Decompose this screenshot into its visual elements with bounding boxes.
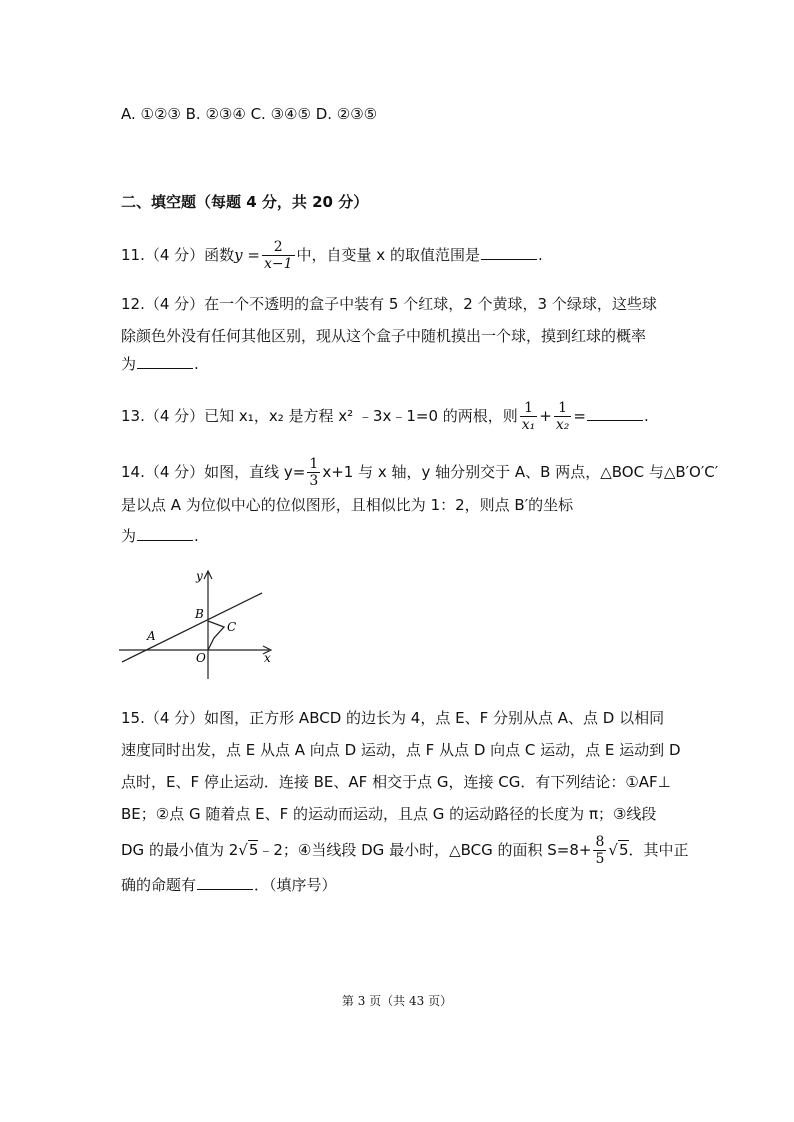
page-footer: 第 3 页（共 43 页） [341,994,453,1008]
q15-sqrt-2: 5 [618,841,629,859]
question-12-line3 [121,353,199,375]
q15-line5-b: ﹣2；④当线段 DG 最小时，△BCG 的面积 S=8+ [258,841,592,859]
q14-fraction [307,456,320,489]
q14-frac-num: 1 [309,456,319,472]
q15-line6-prefix: 确的命题有 [121,876,197,894]
question-15-line6 [121,874,337,896]
q15-frac-den: 5 [595,851,605,867]
q14-frac-den: 3 [309,473,319,489]
q13-end: . [643,407,649,425]
q13-fraction-1 [520,400,538,433]
q12-line3-prefix: 为 [121,355,137,373]
q13-plus: + [539,407,552,425]
q13-frac1-den: x₁ [521,417,536,433]
q13-frac2-den: x₂ [555,417,570,433]
q11-frac-num: 2 [273,239,283,255]
question-15-line2: 速度同时出发，点 E 从点 A 向点 D 运动，点 F 从点 D 向点 C 运动，点 E 运动到 D [121,741,681,759]
label-C: C [227,620,237,634]
question-14-line2: 是以点 A 为位似中心的位似图形，且相似比为 1：2，则点 B′的坐标 [121,496,574,514]
q14-prefix: 14.（4 分）如图，直线 y= [121,463,306,481]
q15-line6-suffix: ．（填序号） [254,876,337,894]
question-13 [121,396,649,436]
q11-end: . [537,246,543,264]
question-11 [121,236,543,274]
q13-eq: = [573,407,586,425]
q15-fraction [593,834,606,867]
q13-frac1-num: 1 [524,400,533,416]
q13-frac2-num: 1 [558,400,568,416]
q12-end: . [194,355,199,373]
q14-end: . [194,527,199,545]
q10-options: A. ①②③ B. ②③④ C. ③④⑤ D. ②③⑤ [121,105,378,123]
section-title: 二、填空题（每题 4 分，共 20 分） [121,193,369,211]
q15-sqrt-1: 5 [248,841,259,859]
label-x: x [264,651,271,665]
q11-answer-blank[interactable] [481,245,537,260]
line-AB [122,593,262,662]
label-B: B [195,607,204,621]
q11-func-lhs: y = [234,246,260,264]
q13-fraction-2 [554,400,572,433]
question-12-line1: 12.（4 分）在一个不透明的盒子中装有 5 个红球，2 个黄球，3 个绿球，这些球 [121,295,657,313]
q15-answer-blank[interactable] [197,875,253,890]
question-15-line3: 点时，E、F 停止运动．连接 BE、AF 相交于点 G，连接 CG．有下列结论：①AF⊥ [121,773,671,791]
question-15-line1: 15.（4 分）如图，正方形 ABCD 的边长为 4，点 E、F 分别从点 A、点 D 以相同 [121,709,665,727]
q11-fraction [262,239,295,272]
question-14-line1 [121,453,718,491]
label-A: A [147,629,156,643]
q14-mid: x+1 与 x 轴，y 轴分别交于 A、B 两点，△BOC 与△B′O′C′ [322,463,719,481]
q15-frac-num: 8 [595,834,605,850]
q11-suffix: 中，自变量 x 的取值范围是 [296,246,480,264]
question-15-line5: DG 的最小值为 2√5﹣2；④当线段 DG 最小时，△BCG 的面积 S=8+ $\frac{8}{5}$ √5．其中正 [121,834,689,867]
q11-frac-den: x−1 [263,256,293,272]
q13-answer-blank[interactable] [587,406,643,421]
label-y: y [196,569,203,583]
q15-line5-c: ．其中正 [628,841,689,859]
q13-prefix: 13.（4 分）已知 x₁，x₂ 是方程 x² ﹣3x﹣1=0 的两根，则 [121,407,518,425]
q11-prefix: 11.（4 分）函数 [121,246,235,264]
coordinate-figure [116,566,286,684]
q15-line5-a: DG 的最小值为 2 [121,841,239,859]
triangle-BOC [208,621,224,650]
q12-answer-blank[interactable] [137,354,193,369]
label-O: O [196,651,206,665]
question-15-line4: BE；②点 G 随着点 E、F 的运动而运动，且点 G 的运动路径的长度为 π；③线段 [121,805,657,823]
question-12-line2: 除颜色外没有任何其他区别，现从这个盒子中随机摸出一个球，摸到红球的概率 [121,327,647,345]
q14-line3-prefix: 为 [121,527,137,545]
question-14-line3 [121,525,199,547]
q14-answer-blank[interactable] [137,526,193,541]
